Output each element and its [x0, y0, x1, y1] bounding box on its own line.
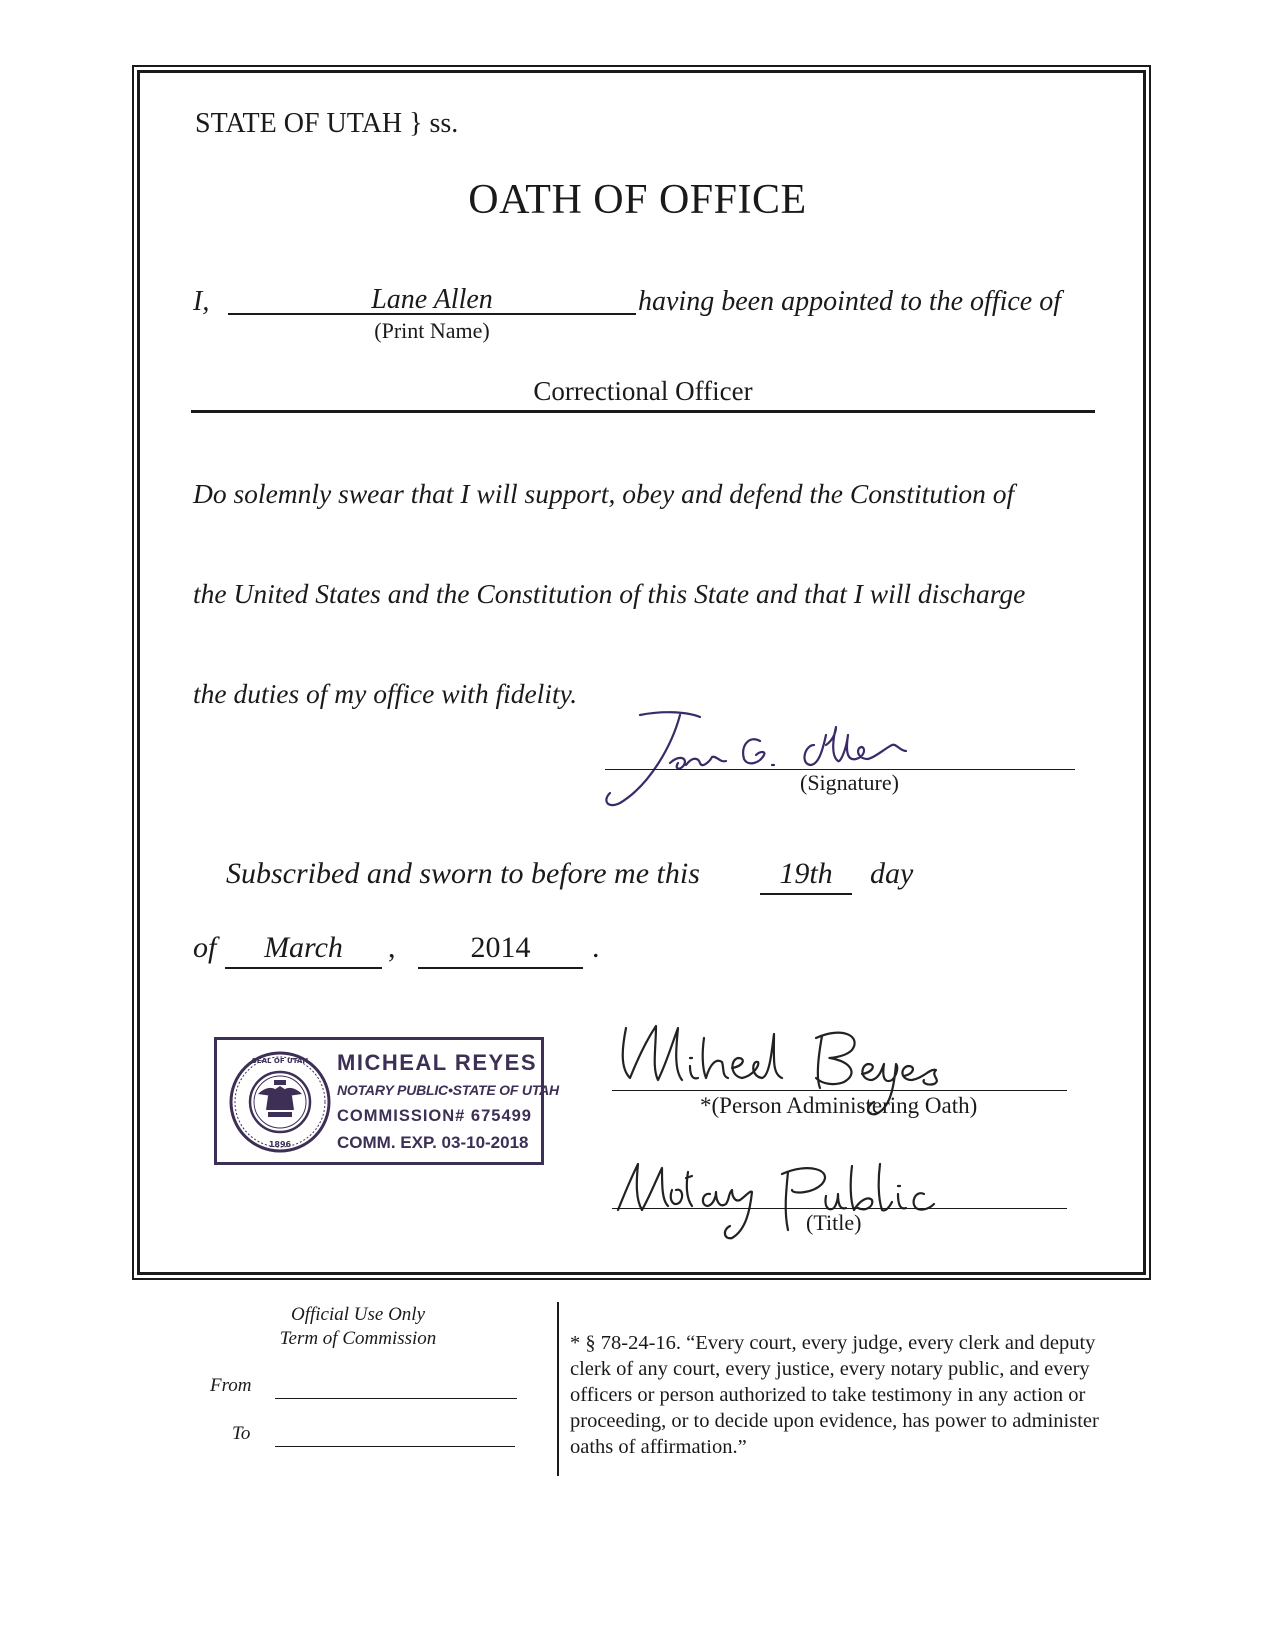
signature-caption: (Signature): [800, 770, 899, 795]
office-underline: [191, 410, 1095, 413]
year-value: 2014: [470, 931, 531, 964]
footer-divider: [557, 1302, 559, 1476]
to-field[interactable]: [275, 1446, 515, 1447]
date-period: .: [592, 931, 600, 964]
year-underline: [418, 967, 583, 969]
oath-body-line: the duties of my office with fidelity.: [193, 678, 578, 709]
administrator-signature-line: [612, 1090, 1067, 1091]
stamp-commission-number: COMMISSION# 675499: [337, 1107, 532, 1125]
of-word: of: [193, 931, 217, 964]
administrator-caption: *(Person Administering Oath): [700, 1093, 978, 1118]
title-handwriting: [612, 1150, 972, 1260]
stamp-notary-name: MICHEAL REYES: [337, 1050, 538, 1075]
state-venue-line: STATE OF UTAH } ss.: [195, 108, 459, 139]
to-label: To: [232, 1423, 251, 1444]
svg-text:1896: 1896: [268, 1140, 292, 1149]
subscribed-day-value: 19th: [779, 857, 833, 890]
month-value: March: [264, 931, 343, 964]
oath-taker-signature: [600, 705, 930, 815]
document-title: OATH OF OFFICE: [468, 177, 807, 223]
from-field[interactable]: [275, 1398, 517, 1399]
print-name-value: Lane Allen: [371, 284, 493, 315]
day-word: day: [870, 857, 914, 890]
print-name-caption: (Print Name): [374, 318, 490, 343]
title-line: [612, 1208, 1067, 1209]
title-caption: (Title): [806, 1210, 862, 1235]
official-use-heading-line1: Official Use Only: [290, 1304, 426, 1325]
stamp-notary-state: NOTARY PUBLIC•STATE OF UTAH: [337, 1082, 559, 1098]
oath-body-line: the United States and the Constitution of this State and that I will discharge: [193, 578, 1026, 609]
appointed-text: having been appointed to the office of: [638, 286, 1062, 317]
notary-stamp: [214, 1037, 559, 1165]
svg-text:SEAL OF UTAH: SEAL OF UTAH: [251, 1057, 309, 1065]
oath-pronoun: I,: [193, 286, 210, 317]
administrator-signature: [612, 1018, 972, 1138]
date-comma: ,: [388, 931, 396, 964]
subscribed-text: Subscribed and sworn to before me this: [226, 857, 700, 890]
official-use-heading-line2: Term of Commission: [279, 1328, 437, 1349]
month-underline: [225, 967, 382, 969]
official-use-heading: [238, 1303, 478, 1351]
from-label: From: [210, 1375, 252, 1396]
print-name-underline: [228, 313, 636, 315]
state-seal-icon: [228, 1050, 332, 1154]
stamp-commission-expiration: COMM. EXP. 03-10-2018: [337, 1133, 529, 1152]
statute-footnote: * § 78-24-16. “Every court, every judge, every clerk and deputy clerk of any court, every justice, every notary public, and every officers or person authorized to take testimony in any action or proceeding, or to decide upon evidence, has power to administer oaths of affirmation.”: [570, 1332, 1099, 1458]
office-value: Correctional Officer: [533, 376, 753, 406]
oath-body-line: Do solemnly swear that I will support, obey and defend the Constitution of: [193, 478, 1015, 509]
day-underline: [760, 893, 852, 895]
